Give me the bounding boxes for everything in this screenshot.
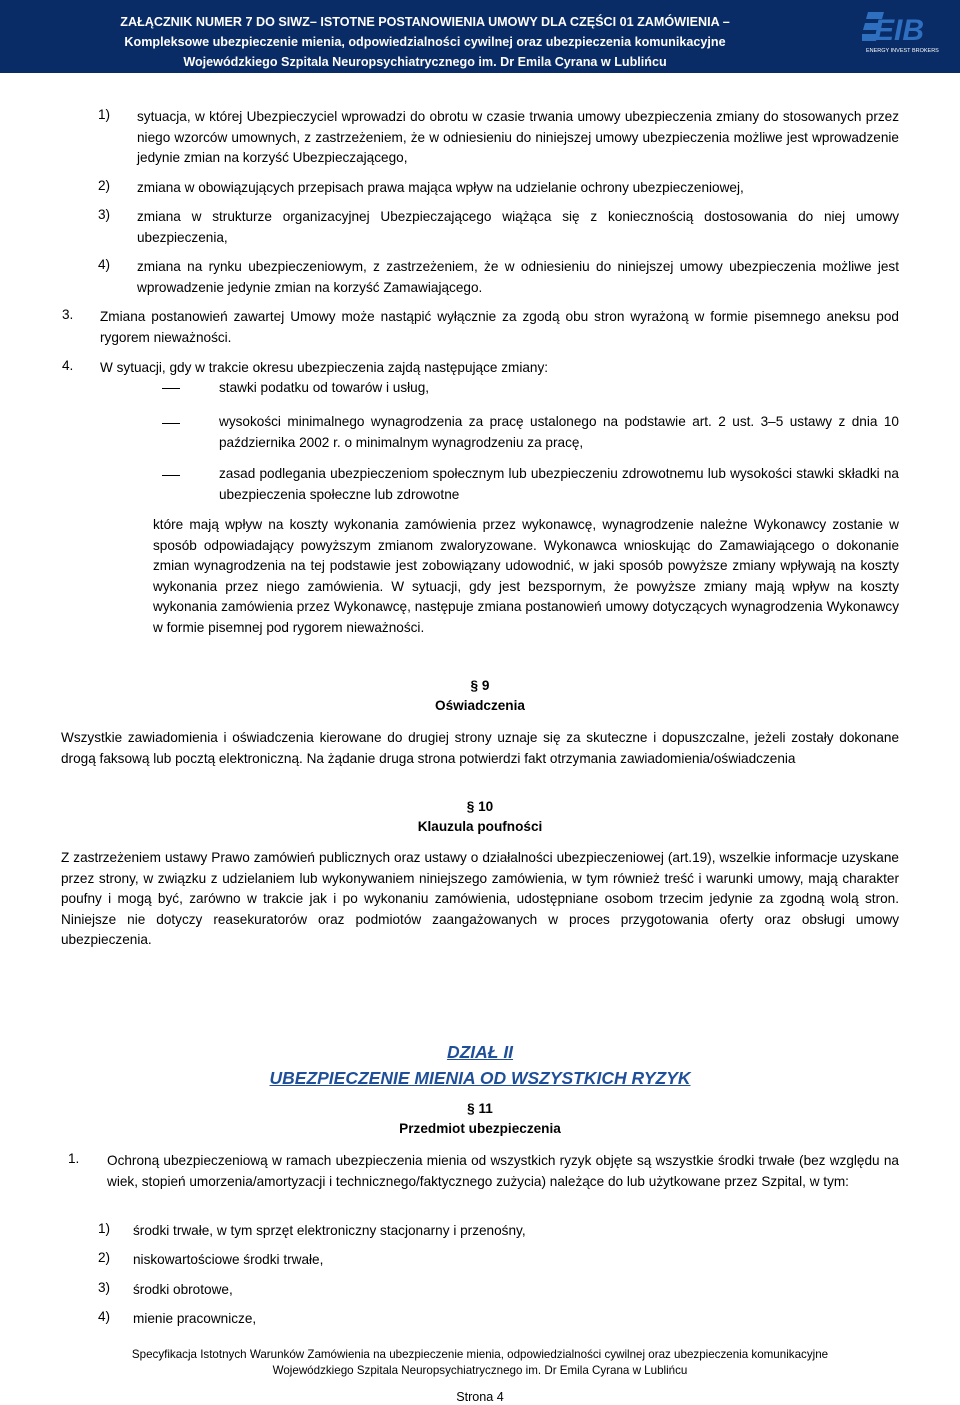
subitem-num-3: 3): [98, 1280, 111, 1295]
page-header: [0, 0, 960, 73]
section-10-number: § 10: [466, 799, 494, 814]
section-9-text: Wszystkie zawiadomienia i oświadczenia kierowane do drugiej strony uznaje się za skuteczne i dopuszczalne, jeżeli zostały dokonane drogą faksową lub pocztą elektroniczną. Na żądanie druga strona potwierdzi fakt otrzymania zawiadomienia/oświadczenia: [61, 730, 899, 766]
subitem-3: środki obrotowe,: [133, 1282, 233, 1297]
header-line-2: Kompleksowe ubezpieczenie mienia, odpowiedzialności cywilnej oraz ubezpieczenia komunikacyjne: [124, 35, 726, 49]
section-11-item-1-num: 1.: [68, 1151, 80, 1166]
point-4-num: 4.: [62, 358, 74, 373]
point-3-num: 3.: [62, 307, 74, 322]
list-a-num-4: 4): [98, 257, 111, 272]
dash-item-2: wysokości minimalnego wynagrodzenia za pracę ustalonego na podstawie art. 2 ust. 3–5 ustawy z dnia 10 października 2002 r. o minimalnym wynagrodzeniu za pracę,: [219, 414, 899, 450]
division-title: UBEZPIECZENIE MIENIA OD WSZYSTKICH RYZYK: [269, 1068, 691, 1088]
logo-subtext: ENERGY INVEST BROKERS: [866, 48, 939, 54]
footer: [0, 1347, 960, 1379]
list-a-item-2: zmiana w obowiązujących przepisach prawa mająca wpływ na udzielanie ochrony ubezpieczeniowej,: [137, 180, 744, 195]
section-9-title: Oświadczenia: [435, 698, 525, 713]
subitem-num-2: 2): [98, 1250, 111, 1265]
dash-bullet-2: [162, 423, 180, 424]
dash-item-3: zasad podlegania ubezpieczeniom społecznym lub ubezpieczeniu zdrowotnemu lub wysokości stawki składki na ubezpieczenia społeczne lub zdrowotne: [219, 466, 899, 502]
point-3-text: Zmiana postanowień zawartej Umowy może nastąpić wyłącznie za zgodą obu stron wyrażoną w formie pisemnego aneksu pod rygorem nieważności.: [100, 309, 899, 345]
subitem-4: mienie pracownicze,: [133, 1311, 257, 1326]
list-a-num-3: 3): [98, 207, 111, 222]
eib-logo: [862, 8, 940, 60]
section-10-text: Z zastrzeżeniem ustawy Prawo zamówień publicznych oraz ustawy o działalności ubezpieczeniowej (art.19), wszelkie informacje uzyskane przez strony, w związku z udzielaniem lub wykonywaniem niniejszego zamówienia, w tym również treść i warunki umowy, mają charakter poufny i mogą być, zarówno w trakcie jak i po wykonaniu zamówienia, udostępniane osobom trzecim jedynie za zgodną wolą stron. Niniejsze nie dotyczy reasekuratorów oraz podmiotów zaangażowanych w proces przygotowania oferty oraz obsługi umowy ubezpieczenia.: [61, 850, 899, 947]
section-10-title: Klauzula poufności: [417, 819, 543, 834]
header-line-1: ZAŁĄCZNIK NUMER 7 DO SIWZ– ISTOTNE POSTANOWIENIA UMOWY DLA CZĘŚCI 01 ZAMÓWIENIA –: [120, 15, 730, 29]
page-number: Strona 4: [456, 1390, 504, 1404]
list-a-item-3: zmiana w strukturze organizacyjnej Ubezpieczającego wiążąca się z koniecznością dostosowania do niej umowy ubezpieczenia,: [137, 209, 899, 245]
list-a-item-1: sytuacja, w której Ubezpieczyciel wprowadzi do obrotu w czasie trwania umowy ubezpieczenia zmiany do stosowanych przez niego wzorców umownych, z zastrzeżeniem, że w odniesieniu do niniejszej umowy ubezpieczenia możliwe jest wprowadzenie jedynie zmian na korzyść Ubezpieczającego,: [137, 109, 899, 165]
point-4-text: W sytuacji, gdy w trakcie okresu ubezpieczenia zajdą następujące zmiany:: [100, 360, 549, 375]
dash-item-1: stawki podatku od towarów i usług,: [219, 380, 430, 395]
section-11-number: § 11: [467, 1101, 493, 1116]
list-a-num-1: 1): [98, 107, 111, 122]
footer-line-2: Wojewódzkiego Szpitala Neuropsychiatrycznego im. Dr Emila Cyrana w Lublińcu: [272, 1364, 688, 1377]
list-a-num-2: 2): [98, 178, 111, 193]
dash-bullet-1: [162, 388, 180, 389]
dash-bullet-3: [162, 475, 180, 476]
section-9-number: § 9: [470, 678, 490, 693]
header-title: [0, 12, 850, 72]
logo-text: EIB: [874, 14, 925, 47]
subitem-num-4: 4): [98, 1309, 111, 1324]
subitem-num-1: 1): [98, 1221, 111, 1236]
point-4-closing: które mają wpływ na koszty wykonania zamówienia przez wykonawcę, wynagrodzenie należne Wykonawcy zostanie w sposób odpowiadający powyższym zmianom zwaloryzowane. Wykonawca wnioskując do Zamawiającego o dokonanie zmian wynagrodzenia na tej podstawie jest zobowiązany udowodnić, w jaki sposób powyższe zmiany wpływają na koszty wykonania przez niego zamówienia. W sytuacji, gdy jest bezspornym, że powyższe zmiany mają wpływ na koszty wykonania zamówienia przez Wykonawcę, następuje zmiana postanowień umowy dotyczących wynagrodzenia Wykonawcy w formie pisemnej pod rygorem nieważności.: [153, 517, 899, 635]
section-11-title: Przedmiot ubezpieczenia: [399, 1121, 561, 1136]
section-11-item-1: Ochroną ubezpieczeniową w ramach ubezpieczenia mienia od wszystkich ryzyk objęte są wszystkie środki trwałe (bez względu na wiek, stopień umorzenia/amortyzacji i technicznego/faktycznego zużycia) należące do lub użytkowane przez Szpital, w tym:: [107, 1153, 899, 1189]
list-a-item-4: zmiana na rynku ubezpieczeniowym, z zastrzeżeniem, że w odniesieniu do niniejszej umowy ubezpieczenia możliwe jest wprowadzenie jedynie zmian na korzyść Zamawiającego.: [137, 259, 899, 295]
footer-line-1: Specyfikacja Istotnych Warunków Zamówienia na ubezpieczenie mienia, odpowiedzialności cywilnej oraz ubezpieczenia komunikacyjne: [131, 1348, 829, 1361]
header-line-3: Wojewódzkiego Szpitala Neuropsychiatrycznego im. Dr Emila Cyrana w Lublińcu: [183, 55, 667, 69]
subitem-2: niskowartościowe środki trwałe,: [133, 1252, 324, 1267]
subitem-1: środki trwałe, w tym sprzęt elektroniczny stacjonarny i przenośny,: [133, 1223, 526, 1238]
division-number: DZIAŁ II: [446, 1042, 514, 1062]
